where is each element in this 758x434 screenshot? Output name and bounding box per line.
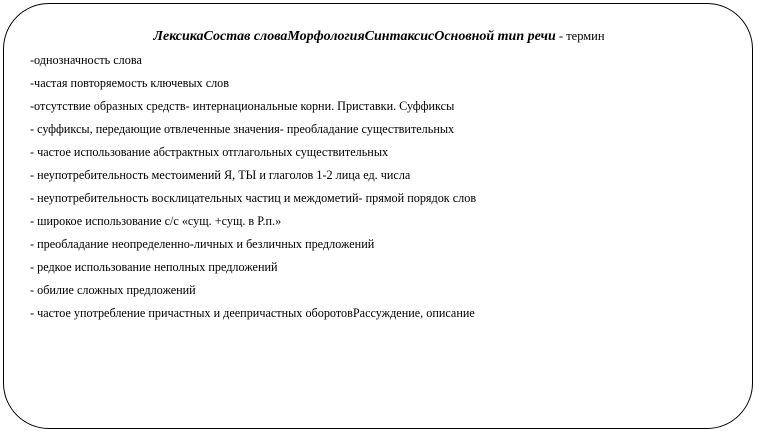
list-item: - обилие сложных предложений <box>30 283 196 297</box>
list-item: - суффиксы, передающие отвлеченные значения- преобладание существительных <box>30 122 455 136</box>
list-item: - редкое использование неполных предложений <box>30 260 278 274</box>
list-item: - широкое использование с/с «сущ. +сущ. в Р.п.» <box>30 214 282 228</box>
list-item: - частое использование абстрактных отглагольных существительных <box>30 145 389 159</box>
title-headings: ЛексикаСостав словаМорфологияСинтаксисОсновной тип речи <box>153 29 556 44</box>
list-item: - частое употребление причастных и деепричастных оборотовРассуждение, описание <box>30 306 475 320</box>
title-suffix: - термин <box>555 29 605 43</box>
list-item: -частая повторяемость ключевых слов <box>30 76 230 90</box>
list-item: - неупотребительность местоимений Я, ТЫ и глаголов 1-2 лица ед. числа <box>30 168 411 182</box>
list-item: - неупотребительность восклицательных частиц и междометий- прямой порядок слов <box>30 191 477 205</box>
list-item: -однозначность слова <box>30 53 142 67</box>
list-item: -отсутствие образных средств- интернациональные корни. Приставки. Суффиксы <box>30 99 455 113</box>
page-title <box>0 27 758 46</box>
list-item: - преобладание неопределенно-личных и безличных предложений <box>30 237 375 251</box>
